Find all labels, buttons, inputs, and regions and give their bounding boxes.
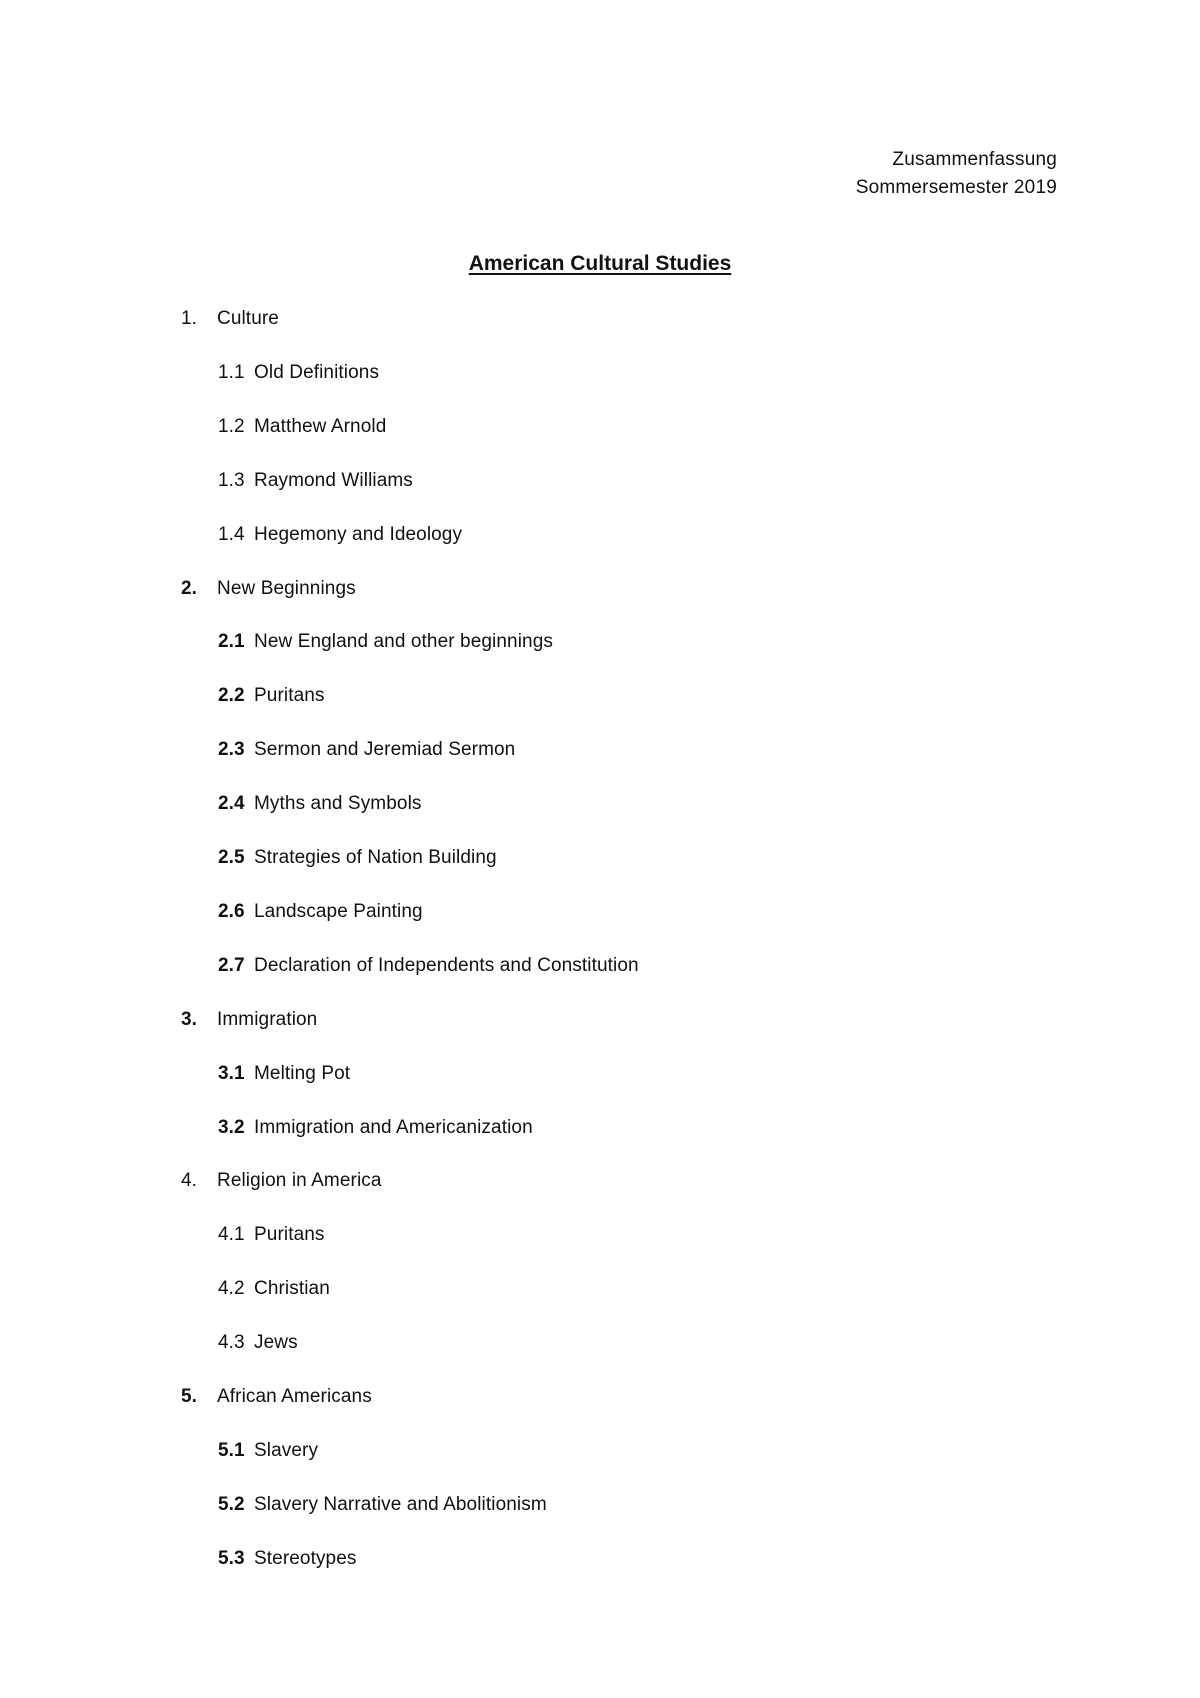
toc-section <box>181 577 356 601</box>
toc-subsection <box>218 954 639 978</box>
toc-number: 4.3 <box>218 1332 245 1353</box>
toc-label: Myths and Symbols <box>254 793 422 814</box>
toc-number: 3. <box>181 1009 198 1030</box>
toc-number: 3.1 <box>218 1063 245 1084</box>
toc-subsection <box>218 1547 357 1571</box>
toc-number: 1.3 <box>218 470 245 491</box>
toc-section <box>181 1008 317 1032</box>
toc-subsection <box>218 469 413 493</box>
toc-label: Puritans <box>254 685 325 706</box>
toc-label: Immigration <box>217 1009 318 1030</box>
toc-subsection <box>218 415 386 439</box>
toc-label: Jews <box>254 1332 298 1353</box>
toc-number: 2.5 <box>218 847 245 868</box>
toc-label: Immigration and Americanization <box>254 1117 533 1138</box>
document-title: American Cultural Studies <box>468 252 732 275</box>
toc-label: Raymond Williams <box>254 470 413 491</box>
toc-number: 4.1 <box>218 1224 245 1245</box>
toc-number: 1.2 <box>218 416 245 437</box>
toc-number: 1.1 <box>218 362 245 383</box>
toc-subsection <box>218 684 325 708</box>
toc-subsection <box>218 630 553 654</box>
toc-label: Old Definitions <box>254 362 380 383</box>
toc-subsection <box>218 738 515 762</box>
toc-label: Slavery <box>254 1440 319 1461</box>
toc-label: Matthew Arnold <box>254 416 387 437</box>
toc-label: Religion in America <box>217 1170 382 1191</box>
toc-number: 3.2 <box>218 1117 245 1138</box>
header-line-summary: Zusammenfassung <box>892 149 1057 170</box>
toc-subsection <box>218 1439 318 1463</box>
toc-number: 5.2 <box>218 1494 245 1515</box>
toc-subsection <box>218 1116 533 1140</box>
toc-subsection <box>218 900 423 924</box>
toc-number: 2. <box>181 578 198 599</box>
toc-number: 1.4 <box>218 524 245 545</box>
header-line-semester: Sommersemester 2019 <box>855 177 1057 198</box>
toc-section <box>181 1169 382 1193</box>
toc-label: Strategies of Nation Building <box>254 847 497 868</box>
toc-label: Stereotypes <box>254 1548 357 1569</box>
toc-label: African Americans <box>217 1386 372 1407</box>
toc-subsection <box>218 361 379 385</box>
toc-number: 4.2 <box>218 1278 245 1299</box>
toc-subsection <box>218 1331 298 1355</box>
toc-label: Landscape Painting <box>254 901 423 922</box>
toc-label: Culture <box>217 308 279 329</box>
toc-number: 2.6 <box>218 901 245 922</box>
toc-label: Slavery Narrative and Abolitionism <box>254 1494 547 1515</box>
toc-number: 2.1 <box>218 631 245 652</box>
toc-subsection <box>218 523 462 547</box>
toc-label: New Beginnings <box>217 578 356 599</box>
toc-label: Sermon and Jeremiad Sermon <box>254 739 516 760</box>
toc-number: 5.3 <box>218 1548 245 1569</box>
toc-label: Hegemony and Ideology <box>254 524 463 545</box>
toc-number: 2.7 <box>218 955 245 976</box>
toc-section <box>181 307 279 331</box>
toc-subsection <box>218 792 422 816</box>
toc-number: 1. <box>181 308 198 329</box>
header-block <box>856 146 1057 202</box>
toc-subsection <box>218 1277 330 1301</box>
toc-number: 5.1 <box>218 1440 245 1461</box>
toc-number: 2.2 <box>218 685 245 706</box>
toc-subsection <box>218 1493 547 1517</box>
toc-label: Declaration of Independents and Constitution <box>254 955 639 976</box>
toc-section <box>181 1385 372 1409</box>
toc-number: 2.3 <box>218 739 245 760</box>
toc-subsection <box>218 846 497 870</box>
toc-subsection <box>218 1223 325 1247</box>
toc-label: Christian <box>254 1278 330 1299</box>
toc-number: 2.4 <box>218 793 245 814</box>
toc-label: Puritans <box>254 1224 325 1245</box>
toc-label: New England and other beginnings <box>254 631 553 652</box>
toc-number: 5. <box>181 1386 198 1407</box>
toc-number: 4. <box>181 1170 198 1191</box>
toc-label: Melting Pot <box>254 1063 351 1084</box>
toc-subsection <box>218 1062 350 1086</box>
